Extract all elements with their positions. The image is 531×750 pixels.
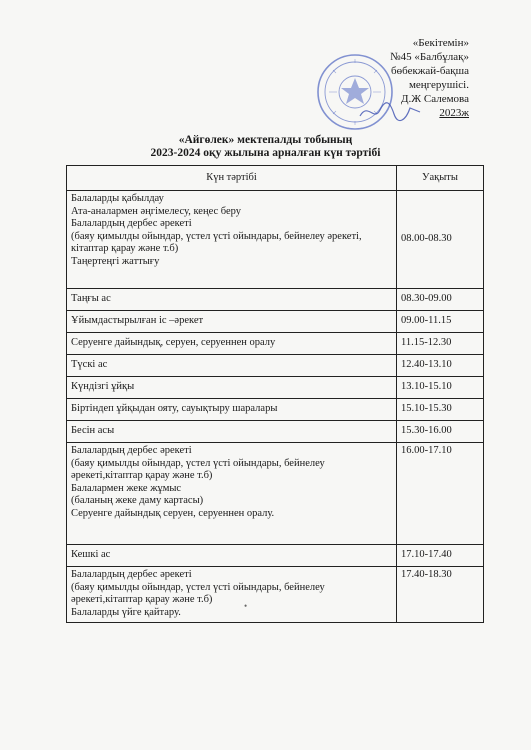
activity-line: Бесін асы <box>71 425 115 437</box>
time-cell: 15.10-15.30 <box>397 399 484 421</box>
table-row <box>67 421 484 443</box>
activity-line: Балалардың дербес әрекеті <box>71 445 192 456</box>
table-row <box>67 377 484 399</box>
approval-line-6: 2023ж <box>439 107 469 119</box>
table-row <box>67 399 484 421</box>
activity-cell <box>67 399 397 421</box>
signature <box>358 98 422 124</box>
table-row <box>67 333 484 355</box>
table-row <box>67 355 484 377</box>
activity-line: (баяу қимылды ойындар, үстел үсті ойындары, бейнелеу әрекеті,кітаптар қарау және т.б) <box>71 457 325 481</box>
activity-line: Балалармен жеке жұмыс <box>71 482 182 494</box>
activity-cell <box>67 567 397 623</box>
approval-line-2: №45 «Балбұлақ» <box>390 51 469 63</box>
activity-line: Ұйымдастырылған іс –әрекет <box>71 315 204 327</box>
activity-cell <box>67 545 397 567</box>
title-line-2: 2023-2024 оқу жылына арналған күн тәртібі <box>150 147 381 159</box>
approval-line-5: Д.Ж Салемова <box>401 93 469 105</box>
table-row <box>67 567 484 623</box>
approval-line-1: «Бекітемін» <box>412 37 469 49</box>
activity-line: Кешкі ас <box>71 549 111 561</box>
table-row <box>67 191 484 289</box>
activity-line: Серуенге дайындық серуен, серуеннен оралу. <box>71 507 275 519</box>
table-row <box>67 311 484 333</box>
schedule-table <box>66 165 484 623</box>
header-activity: Күн тәртібі <box>67 166 397 191</box>
time-cell: 09.00-11.15 <box>397 311 484 333</box>
activity-cell <box>67 355 397 377</box>
activity-cell <box>67 191 397 289</box>
time-cell: 08.30-09.00 <box>397 289 484 311</box>
activity-cell <box>67 311 397 333</box>
activity-line: (баланың жеке даму картасы) <box>71 495 204 506</box>
table-header-row <box>67 166 484 191</box>
activity-line: Балалардың дербес әрекеті <box>71 218 192 229</box>
table-row <box>67 545 484 567</box>
activity-cell <box>67 333 397 355</box>
time-cell: 08.00-08.30 <box>397 191 484 289</box>
header-time: Уақыты <box>397 166 484 191</box>
activity-line: Серуенге дайындық, серуен, серуеннен оралу <box>71 337 276 349</box>
approval-line-3: бөбекжай-бақша <box>391 65 469 77</box>
activity-line: (баяу қимылды ойындар, үстел үсті ойындары, бейнелеу әрекеті, кітаптар қарау және т.б) <box>71 230 362 254</box>
activity-cell <box>67 377 397 399</box>
activity-line: Түскі ас <box>71 359 108 371</box>
time-cell: 16.00-17.10 <box>397 443 484 545</box>
activity-line: Күндізгі ұйқы <box>71 381 135 393</box>
activity-line: Таңертеңгі жаттығу <box>71 255 160 267</box>
time-cell: 15.30-16.00 <box>397 421 484 443</box>
time-cell: 17.40-18.30 <box>397 567 484 623</box>
activity-line: Біртіндеп ұйқыдан ояту, сауықтыру шаралары <box>71 403 278 415</box>
approval-line-4: меңгерушісі. <box>408 79 469 91</box>
activity-line: Ата-аналармен әңгімелесу, кеңес беру <box>71 205 241 217</box>
table-row <box>67 443 484 545</box>
time-cell: 17.10-17.40 <box>397 545 484 567</box>
table-row <box>67 289 484 311</box>
schedule-title <box>0 134 531 160</box>
activity-cell <box>67 443 397 545</box>
activity-line: Балаларды қабылдау <box>71 193 164 204</box>
activity-cell <box>67 289 397 311</box>
activity-line: (баяу қимылды ойындар, үстел үсті ойындары, бейнелеу әрекеті,кітаптар қарау және т.б) <box>71 581 325 605</box>
activity-line: Таңғы ас <box>71 293 111 305</box>
activity-line: Балаларды үйге қайтару. <box>71 606 181 618</box>
time-cell: 11.15-12.30 <box>397 333 484 355</box>
time-cell: 13.10-15.10 <box>397 377 484 399</box>
activity-line: Балалардың дербес әрекеті <box>71 569 192 580</box>
title-line-1: «Айгөлек» мектепалды тобының <box>178 134 353 146</box>
time-cell: 12.40-13.10 <box>397 355 484 377</box>
scan-mark: • <box>244 601 248 611</box>
activity-cell <box>67 421 397 443</box>
